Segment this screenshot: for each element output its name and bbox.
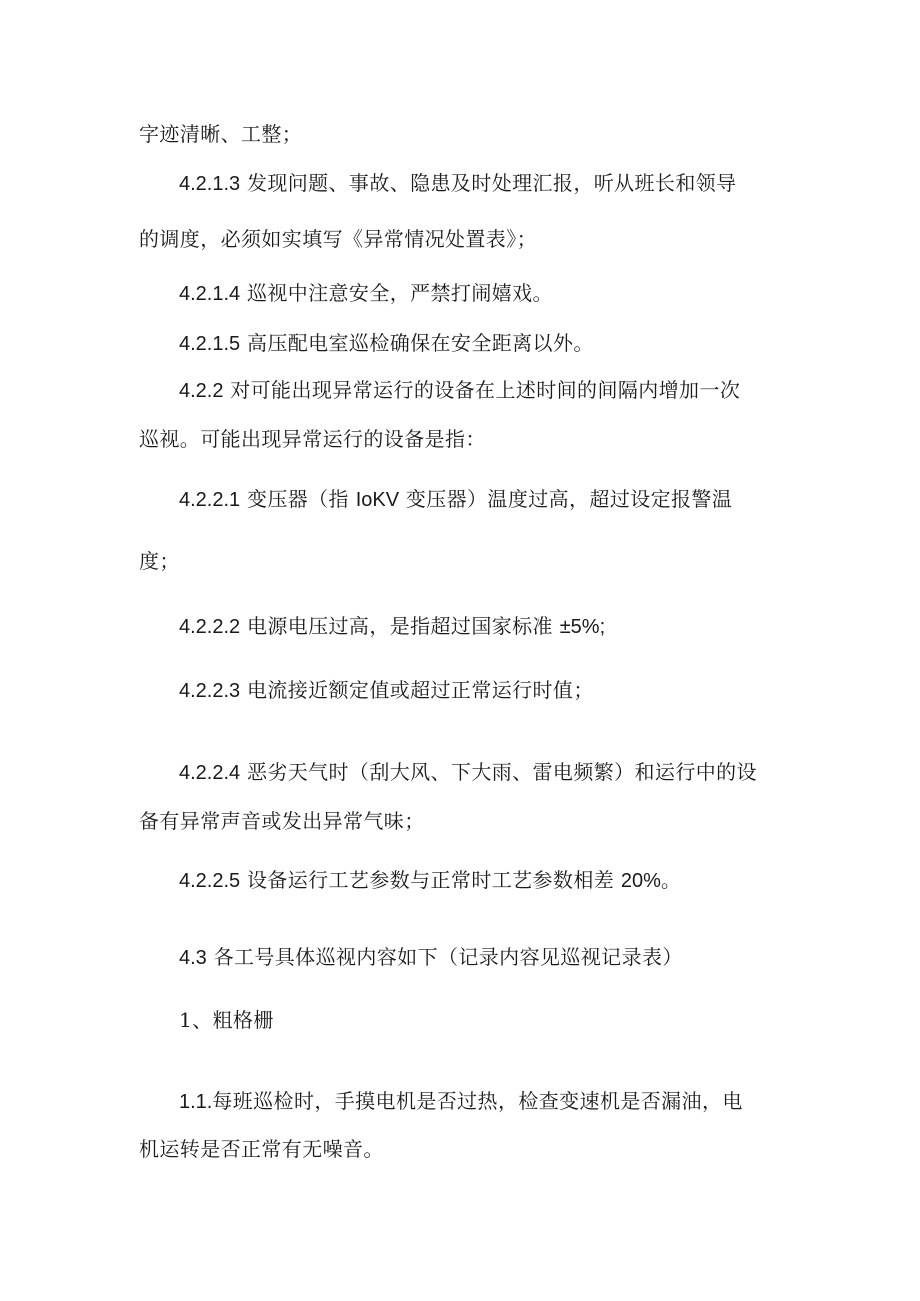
paragraph-continuation: 字迹清晰、工整； xyxy=(139,122,303,146)
section-number: 1.1. xyxy=(179,1091,213,1113)
paragraph-4-2-1-4: 4.2.1.4 巡视中注意安全，严禁打闹嬉戏。 xyxy=(179,281,553,305)
section-number: 4.3 xyxy=(179,947,207,969)
paragraph-4-2-2-3: 4.2.2.3 电流接近额定值或超过正常运行时值； xyxy=(179,678,594,702)
paragraph-4-2-2-1-line-1: 4.2.2.1 变压器（指 IoKV 变压器）温度过高，超过设定报警温 xyxy=(179,487,733,511)
paragraph-4-2-1-3-line-2: 的调度，必须如实填写《异常情况处置表》； xyxy=(139,227,537,251)
paragraph-4-2-2-5: 4.2.2.5 设备运行工艺参数与正常时工艺参数相差 20%。 xyxy=(179,868,681,892)
paragraph-4-2-2-1-line-2: 度； xyxy=(139,549,180,573)
paragraph-1-1-line-1: 1.1.每班巡检时，手摸电机是否过热，检查变速机是否漏油，电 xyxy=(179,1089,743,1113)
paragraph-4-2-2-line-2: 巡视。可能出现异常运行的设备是指： xyxy=(139,427,486,451)
paragraph-4-2-1-5: 4.2.1.5 高压配电室巡检确保在安全距离以外。 xyxy=(179,331,594,355)
paragraph-4-2-2-line-1: 4.2.2 对可能出现异常运行的设备在上述时间的间隔内增加一次 xyxy=(179,378,741,402)
section-number: 4.2.2.4 xyxy=(179,762,241,784)
section-number: 4.2.2.1 xyxy=(179,489,241,511)
paragraph-4-2-2-4-line-2: 备有异常声音或发出异常气味； xyxy=(139,809,425,833)
paragraph-4-3: 4.3 各工号具体巡视内容如下（记录内容见巡视记录表） xyxy=(179,945,683,969)
section-number: 4.2.1.5 xyxy=(179,333,241,355)
section-number: 4.2.1.4 xyxy=(179,283,241,305)
section-number: 4.2.1.3 xyxy=(179,173,241,195)
section-number: 4.2.2.2 xyxy=(179,616,241,638)
paragraph-1-1-line-2: 机运转是否正常有无噪音。 xyxy=(139,1137,384,1161)
paragraph-4-2-2-4-line-1: 4.2.2.4 恶劣天气时（刮大风、下大雨、雷电频繁）和运行中的设 xyxy=(179,760,757,784)
paragraph-4-2-1-3-line-1: 4.2.1.3 发现问题、事故、隐患及时处理汇报，听从班长和领导 xyxy=(179,171,737,195)
section-number: 4.2.2 xyxy=(179,380,224,402)
section-number: 4.2.2.3 xyxy=(179,680,241,702)
list-item-heading: 1、粗格栅 xyxy=(179,1008,274,1032)
section-number: 4.2.2.5 xyxy=(179,870,241,892)
paragraph-4-2-2-2: 4.2.2.2 电源电压过高，是指超过国家标准 ±5%; xyxy=(179,614,606,638)
